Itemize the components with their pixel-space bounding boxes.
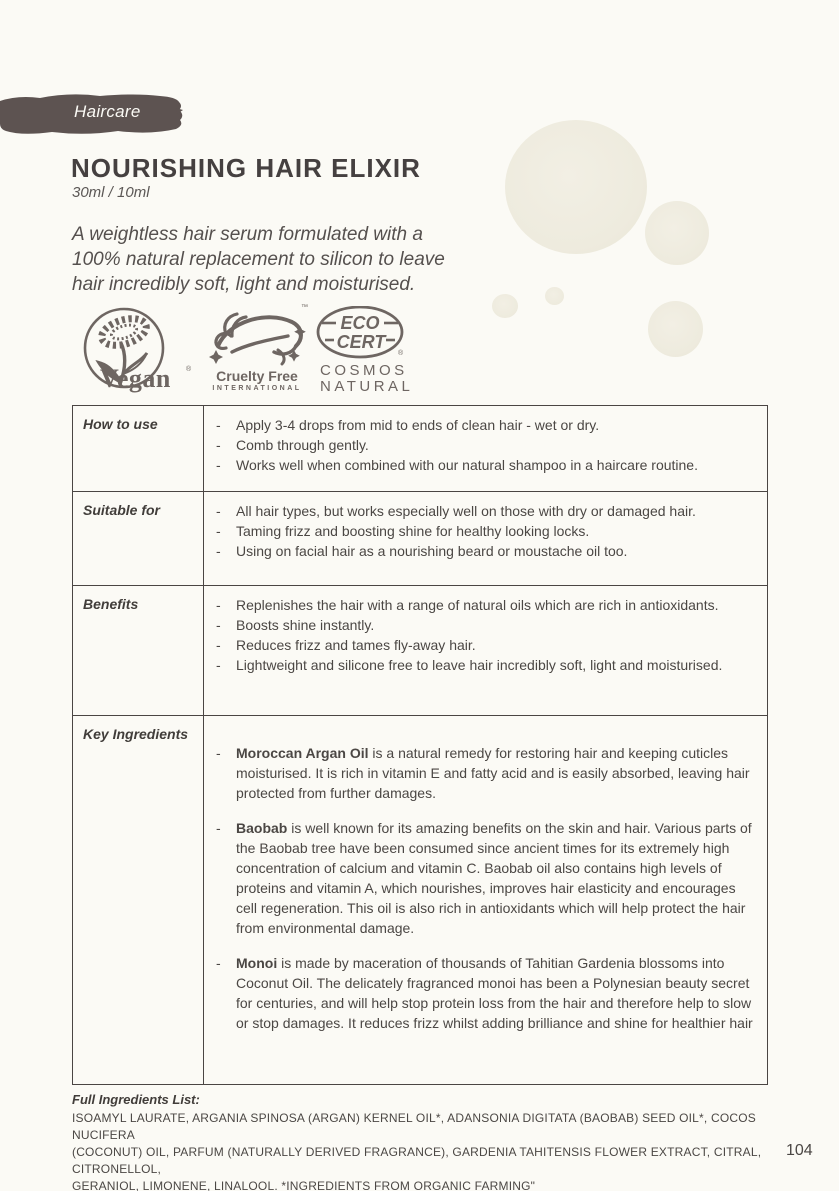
table-row [73,716,767,1084]
ingredient-item [216,743,753,803]
ecocert-label-eco: ECO [340,313,380,333]
ingredient-name: Baobab [236,820,288,836]
category-tag [0,92,186,136]
row-label: Benefits [73,586,204,715]
ecocert-sublabel-natural: NATURAL [320,378,414,395]
cruelty-free-tm-mark: ™ [301,304,308,311]
ingredient-name: Moroccan Argan Oil [236,745,369,761]
bullet-dash: - [216,523,221,539]
bullet-item [216,655,753,675]
table-row [73,492,767,586]
bullet-item [216,635,753,655]
row-label: Key Ingredients [73,716,204,1084]
page-number: 104 [786,1142,813,1159]
product-title: NOURISHING HAIR ELIXIR [71,153,421,183]
product-volume: 30ml / 10ml [72,184,150,201]
ingredients-line: (COCONUT) OIL, PARFUM (NATURALLY DERIVED FRAGRANCE), GARDENIA TAHITENSIS FLOWER EXTRACT, CITRAL, CITRONELLOL, [72,1145,762,1176]
product-info-table [72,405,768,1085]
bullet-dash: - [216,417,221,433]
bullet-item [216,435,753,455]
ingredients-line: ISOAMYL LAURATE, ARGANIA SPINOSA (ARGAN) KERNEL OIL*, ADANSONIA DIGITATA (BAOBAB) SEED OIL*, COCOS NUCIFERA [72,1111,756,1142]
bullet-dash: - [216,543,221,559]
vegan-badge-label: Vegan [100,364,171,393]
ingredient-item [216,953,753,1033]
oil-drop-bottom [648,301,703,357]
table-row [73,586,767,716]
description-line: hair incredibly soft, light and moisturised. [72,274,416,295]
bullet-text: Taming frizz and boosting shine for healthy looking locks. [236,523,590,539]
bullet-item [216,521,753,541]
bullet-dash: - [216,657,221,673]
description-line: 100% natural replacement to silicon to leave [72,249,445,270]
bullet-item [216,415,753,435]
ingredient-text [236,743,753,803]
bullet-dash: - [216,745,221,761]
bullet-text: Apply 3-4 drops from mid to ends of clean hair - wet or dry. [236,417,600,433]
description-line: A weightless hair serum formulated with a [72,224,423,245]
bullet-item [216,501,753,521]
bullet-dash: - [216,820,221,836]
bullet-text: Works well when combined with our natural shampoo in a haircare routine. [236,457,698,473]
ingredient-name: Monoi [236,955,278,971]
oil-drop-tiny [545,287,564,305]
row-content [204,716,767,1084]
oil-drop-small [492,294,518,318]
ecocert-label-cert: CERT [336,332,386,352]
bullet-text: Using on facial hair as a nourishing beard or moustache oil too. [236,543,628,559]
ecocert-registered-mark: ® [398,350,404,357]
ingredient-description: is a natural remedy for restoring hair and keeping cuticles moisturised. It is rich in vitamin E and fatty acid and is easily absorbed, leaving hair protected from further damages. [236,745,750,801]
bullet-text: Comb through gently. [236,437,369,453]
row-content [204,492,767,585]
cruelty-free-label: Cruelty Free [216,368,298,384]
bullet-dash: - [216,597,221,613]
bullet-dash: - [216,637,221,653]
cruelty-free-badge [204,306,310,398]
bullet-text: Replenishes the hair with a range of natural oils which are rich in antioxidants. [236,597,719,613]
ingredients-line: GERANIOL, LIMONENE, LINALOOL. *INGREDIENTS FROM ORGANIC FARMING" [72,1179,536,1191]
product-description [72,222,492,297]
cruelty-free-sublabel: INTERNATIONAL [212,385,302,392]
ingredient-item [216,818,753,938]
full-ingredients-section [72,1092,782,1191]
bullet-text: Boosts shine instantly. [236,617,375,633]
row-content [204,406,767,491]
bullet-dash: - [216,457,221,473]
bullet-item [216,595,753,615]
bullet-text: Reduces frizz and tames fly-away hair. [236,637,476,653]
row-label: Suitable for [73,492,204,585]
leaping-bunny-icon [204,306,310,366]
bullet-dash: - [216,503,221,519]
bullet-item [216,541,753,561]
ingredient-description: is well known for its amazing benefits on the skin and hair. Various parts of the Baobab tree have been consumed since ancient times for its extremely high concentration of calcium and vitamin C. Baobab oil also contains high levels of proteins and vitamin A, which nourishes, improves hair elasticity and encourages cell regeneration. This oil is also rich in antioxidants which will help protect the hair from environmental damage. [236,820,752,936]
ecocert-sublabel-cosmos: COSMOS [320,362,408,379]
bullet-text: Lightweight and silicone free to leave hair incredibly soft, light and moisturised. [236,657,723,673]
vegan-badge [68,306,194,398]
bullet-dash: - [216,437,221,453]
ingredient-text [236,818,753,938]
bullet-item [216,455,753,475]
bullet-dash: - [216,617,221,633]
ecocert-badge [314,306,414,398]
vegan-registered-mark: ® [186,366,192,373]
row-content [204,586,767,715]
table-row [73,406,767,492]
full-ingredients-heading: Full Ingredients List: [72,1092,200,1107]
category-tag-label: Haircare [74,102,141,121]
bullet-dash: - [216,955,221,971]
row-label: How to use [73,406,204,491]
ingredient-description: is made by maceration of thousands of Tahitian Gardenia blossoms into Coconut Oil. The delicately fragranced monoi has been a Polynesian beauty secret for centuries, and will help stop protein loss from the hair and therefore help to slow or stop damages. It reduces frizz whilst adding brilliance and shine for healthier hair [236,955,753,1031]
bullet-item [216,615,753,635]
oil-drop-large [505,120,647,254]
oil-drop-medium [645,201,709,265]
ingredient-text [236,953,753,1033]
bullet-text: All hair types, but works especially well on those with dry or damaged hair. [236,503,696,519]
